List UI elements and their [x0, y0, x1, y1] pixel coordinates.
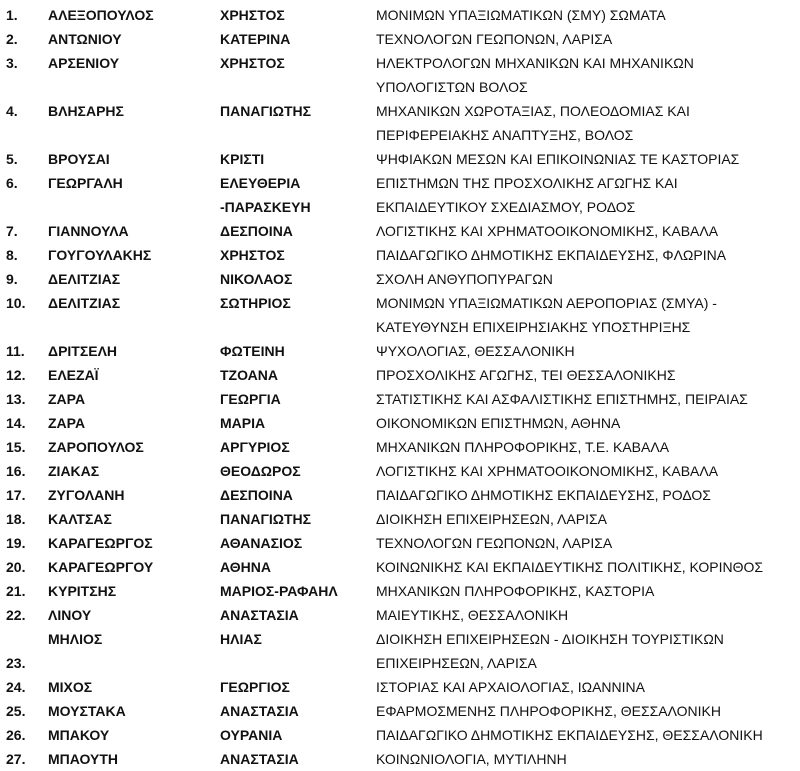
school-line: ΤΕΧΝΟΛΟΓΩΝ ΓΕΩΠΟΝΩΝ, ΛΑΡΙΣΑ — [376, 535, 613, 551]
school-line: ΠΑΙΔΑΓΩΓΙΚΟ ΔΗΜΟΤΙΚΗΣ ΕΚΠΑΙΔΕΥΣΗΣ, ΡΟΔΟΣ — [376, 487, 711, 503]
school-department — [376, 675, 796, 699]
entry-number: 12. — [6, 367, 26, 383]
surname: ΖΥΓΟΛΑΝΗ — [48, 487, 125, 503]
school-line: ΛΟΓΙΣΤΙΚΗΣ ΚΑΙ ΧΡΗΜΑΤΟΟΙΚΟΝΟΜΙΚΗΣ, ΚΑΒΑΛΑ — [376, 223, 719, 239]
school-department — [376, 579, 796, 603]
first-name-line: ΟΥΡΑΝΙΑ — [220, 727, 283, 743]
first-name — [220, 267, 292, 291]
school-department — [376, 339, 796, 363]
first-name-line: ΓΕΩΡΓΙΑ — [220, 391, 281, 407]
school-line: ΣΤΑΤΙΣΤΙΚΗΣ ΚΑΙ ΑΣΦΑΛΙΣΤΙΚΗΣ ΕΠΙΣΤΗΜΗΣ, ΠΕΙΡΑΙΑΣ — [376, 391, 748, 407]
school-line: ΚΟΙΝΩΝΙΚΗΣ ΚΑΙ ΕΚΠΑΙΔΕΥΤΙΚΗΣ ΠΟΛΙΤΙΚΗΣ, ΚΟΡΙΝΘΟΣ — [376, 559, 764, 575]
first-name — [220, 555, 271, 579]
first-name — [220, 579, 338, 603]
first-name — [220, 147, 264, 171]
school-line: ΜΗΧΑΝΙΚΩΝ ΠΛΗΡΟΦΟΡΙΚΗΣ, ΚΑΣΤΟΡΙΑ — [376, 583, 655, 599]
surname: ΜΟΥΣΤΑΚΑ — [48, 703, 126, 719]
first-name — [220, 675, 290, 699]
school-line: ΚΑΤΕΥΘΥΝΣΗ ΕΠΙΧΕΙΡΗΣΙΑΚΗΣ ΥΠΟΣΤΗΡΙΞΗΣ — [376, 319, 691, 335]
first-name — [220, 507, 311, 531]
surname: ΛΙΝΟΥ — [48, 607, 92, 623]
school-department — [376, 387, 796, 411]
school-line: ΥΠΟΛΟΓΙΣΤΩΝ ΒΟΛΟΣ — [376, 79, 528, 95]
first-name-line: ΠΑΝΑΓΙΩΤΗΣ — [220, 103, 312, 119]
entry-number: 25. — [6, 703, 26, 719]
first-name-line: -ΠΑΡΑΣΚΕΥΗ — [220, 199, 311, 215]
school-line: ΠΑΙΔΑΓΩΓΙΚΟ ΔΗΜΟΤΙΚΗΣ ΕΚΠΑΙΔΕΥΣΗΣ, ΦΛΩΡΙΝΑ — [376, 247, 727, 263]
entry-number: 27. — [6, 751, 26, 767]
first-name-line: ΧΡΗΣΤΟΣ — [220, 55, 285, 71]
first-name-line: ΜΑΡΙΑ — [220, 415, 266, 431]
entry-number: 11. — [6, 343, 25, 359]
surname: ΓΕΩΡΓΑΛΗ — [48, 175, 123, 191]
surname: ΑΛΕΞΟΠΟΥΛΟΣ — [48, 7, 154, 23]
first-name — [220, 3, 285, 27]
school-line: ΙΣΤΟΡΙΑΣ ΚΑΙ ΑΡΧΑΙΟΛΟΓΙΑΣ, ΙΩΑΝΝΙΝΑ — [376, 679, 645, 695]
school-line: ΜΟΝΙΜΩΝ ΥΠΑΞΙΩΜΑΤΙΚΩΝ ΑΕΡΟΠΟΡΙΑΣ (ΣΜΥΑ) - — [376, 295, 717, 311]
first-name-line: ΑΘΗΝΑ — [220, 559, 271, 575]
entry-number: 19. — [6, 535, 26, 551]
school-department — [376, 627, 796, 675]
surname: ΔΕΛΙΤΖΙΑΣ — [48, 295, 121, 311]
school-line: ΜΑΙΕΥΤΙΚΗΣ, ΘΕΣΣΑΛΟΝΙΚΗ — [376, 607, 569, 623]
entry-number: 6. — [6, 175, 18, 191]
surname: ΒΛΗΣΑΡΗΣ — [48, 103, 124, 119]
first-name — [220, 51, 285, 75]
first-name-line: ΓΕΩΡΓΙΟΣ — [220, 679, 290, 695]
entry-number: 2. — [6, 31, 18, 47]
school-department — [376, 483, 796, 507]
surname: ΚΑΡΑΓΕΩΡΓΟΣ — [48, 535, 153, 551]
school-line: ΕΚΠΑΙΔΕΥΤΙΚΟΥ ΣΧΕΔΙΑΣΜΟΥ, ΡΟΔΟΣ — [376, 199, 636, 215]
entry-number: 18. — [6, 511, 26, 527]
school-line: ΟΙΚΟΝΟΜΙΚΩΝ ΕΠΙΣΤΗΜΩΝ, ΑΘΗΝΑ — [376, 415, 621, 431]
surname: ΓΟΥΓΟΥΛΑΚΗΣ — [48, 247, 152, 263]
first-name-line: ΘΕΟΔΩΡΟΣ — [220, 463, 301, 479]
school-department — [376, 747, 796, 771]
school-department — [376, 243, 796, 267]
school-department — [376, 531, 796, 555]
surname: ΑΡΣΕΝΙΟΥ — [48, 55, 120, 71]
school-line: ΛΟΓΙΣΤΙΚΗΣ ΚΑΙ ΧΡΗΜΑΤΟΟΙΚΟΝΟΜΙΚΗΣ, ΚΑΒΑΛΑ — [376, 463, 719, 479]
entry-number: 14. — [6, 415, 26, 431]
school-line: ΕΦΑΡΜΟΣΜΕΝΗΣ ΠΛΗΡΟΦΟΡΙΚΗΣ, ΘΕΣΣΑΛΟΝΙΚΗ — [376, 703, 721, 719]
school-department — [376, 459, 796, 483]
first-name-line: ΑΝΑΣΤΑΣΙΑ — [220, 703, 299, 719]
first-name — [220, 699, 299, 723]
school-line: ΠΑΙΔΑΓΩΓΙΚΟ ΔΗΜΟΤΙΚΗΣ ΕΚΠΑΙΔΕΥΣΗΣ, ΘΕΣΣΑΛΟΝΙΚΗ — [376, 727, 763, 743]
entry-number: 22. — [6, 607, 26, 623]
entry-number: 9. — [6, 271, 18, 287]
first-name — [220, 459, 301, 483]
school-department — [376, 219, 796, 243]
first-name — [220, 483, 293, 507]
school-department — [376, 435, 796, 459]
surname: ΚΑΛΤΣΑΣ — [48, 511, 112, 527]
surname: ΖΑΡΑ — [48, 415, 86, 431]
first-name-line: ΑΝΑΣΤΑΣΙΑ — [220, 607, 299, 623]
first-name — [220, 603, 299, 627]
first-name — [220, 723, 282, 747]
first-name — [220, 627, 262, 651]
school-department — [376, 3, 796, 27]
entry-number: 20. — [6, 559, 26, 575]
school-department — [376, 267, 796, 291]
first-name — [220, 171, 311, 219]
school-department — [376, 603, 796, 627]
school-department — [376, 723, 796, 747]
entry-number: 10. — [6, 295, 26, 311]
first-name — [220, 243, 285, 267]
entry-number: 17. — [6, 487, 26, 503]
entry-number: 24. — [6, 679, 26, 695]
surname: ΓΙΑΝΝΟΥΛΑ — [48, 223, 129, 239]
entry-number: 23. — [6, 655, 26, 671]
surname: ΚΥΡΙΤΣΗΣ — [48, 583, 117, 599]
school-line: ΜΗΧΑΝΙΚΩΝ ΠΛΗΡΟΦΟΡΙΚΗΣ, Τ.Ε. ΚΑΒΑΛΑ — [376, 439, 670, 455]
entry-number: 13. — [6, 391, 26, 407]
first-name-line: ΧΡΗΣΤΟΣ — [220, 247, 285, 263]
entry-number: 7. — [6, 223, 18, 239]
surname: ΖΑΡΑ — [48, 391, 86, 407]
school-line: ΜΗΧΑΝΙΚΩΝ ΧΩΡΟΤΑΞΙΑΣ, ΠΟΛΕΟΔΟΜΙΑΣ ΚΑΙ — [376, 103, 690, 119]
first-name — [220, 747, 299, 771]
entry-number: 8. — [6, 247, 18, 263]
first-name-line: ΜΑΡΙΟΣ-ΡΑΦΑΗΛ — [220, 583, 338, 599]
school-line: ΚΟΙΝΩΝΙΟΛΟΓΙΑ, ΜΥΤΙΛΗΝΗ — [376, 751, 567, 767]
first-name-line: ΗΛΙΑΣ — [220, 631, 262, 647]
surname: ΜΗΛΙΟΣ — [48, 631, 103, 647]
school-line: ΠΕΡΙΦΕΡΕΙΑΚΗΣ ΑΝΑΠΤΥΞΗΣ, ΒΟΛΟΣ — [376, 127, 634, 143]
first-name — [220, 99, 311, 123]
entry-number: 4. — [6, 103, 18, 119]
first-name-line: ΣΩΤΗΡΙΟΣ — [220, 295, 291, 311]
school-line: ΠΡΟΣΧΟΛΙΚΗΣ ΑΓΩΓΗΣ, ΤΕΙ ΘΕΣΣΑΛΟΝΙΚΗΣ — [376, 367, 676, 383]
first-name-line: ΑΘΑΝΑΣΙΟΣ — [220, 535, 303, 551]
first-name — [220, 411, 265, 435]
school-department — [376, 411, 796, 435]
first-name — [220, 387, 281, 411]
first-name-line: ΑΡΓΥΡΙΟΣ — [220, 439, 290, 455]
school-line: ΔΙΟΙΚΗΣΗ ΕΠΙΧΕΙΡΗΣΕΩΝ - ΔΙΟΙΚΗΣΗ ΤΟΥΡΙΣΤΙΚΩΝ — [376, 631, 724, 647]
school-line: ΕΠΙΣΤΗΜΩΝ ΤΗΣ ΠΡΟΣΧΟΛΙΚΗΣ ΑΓΩΓΗΣ ΚΑΙ — [376, 175, 678, 191]
school-department — [376, 99, 796, 147]
surname: ΔΡΙΤΣΕΛΗ — [48, 343, 118, 359]
first-name — [220, 291, 291, 315]
school-department — [376, 147, 796, 171]
first-name-line: ΚΑΤΕΡΙΝΑ — [220, 31, 291, 47]
surname: ΖΙΑΚΑΣ — [48, 463, 100, 479]
school-line: ΜΟΝΙΜΩΝ ΥΠΑΞΙΩΜΑΤΙΚΩΝ (ΣΜΥ) ΣΩΜΑΤΑ — [376, 7, 666, 23]
first-name — [220, 363, 278, 387]
first-name-line: ΤΖΟΑΝΑ — [220, 367, 278, 383]
surname: ΖΑΡΟΠΟΥΛΟΣ — [48, 439, 144, 455]
first-name — [220, 531, 302, 555]
surname: ΔΕΛΙΤΖΙΑΣ — [48, 271, 121, 287]
school-line: ΤΕΧΝΟΛΟΓΩΝ ΓΕΩΠΟΝΩΝ, ΛΑΡΙΣΑ — [376, 31, 613, 47]
first-name — [220, 435, 290, 459]
first-name-line: ΧΡΗΣΤΟΣ — [220, 7, 285, 23]
entry-number: 21. — [6, 583, 26, 599]
surname: ΜΠΑΚΟΥ — [48, 727, 110, 743]
school-line: ΨΥΧΟΛΟΓΙΑΣ, ΘΕΣΣΑΛΟΝΙΚΗ — [376, 343, 575, 359]
surname: ΕΛΕΖΑΪ — [48, 367, 99, 383]
surname: ΚΑΡΑΓΕΩΡΓΟΥ — [48, 559, 154, 575]
school-department — [376, 51, 796, 99]
first-name-line: ΕΛΕΥΘΕΡΙΑ — [220, 175, 301, 191]
school-department — [376, 507, 796, 531]
first-name-line: ΔΕΣΠΟΙΝΑ — [220, 487, 293, 503]
entry-number: 3. — [6, 55, 18, 71]
surname: ΑΝΤΩΝΙΟΥ — [48, 31, 122, 47]
first-name-line: ΚΡΙΣΤΙ — [220, 151, 265, 167]
school-line: ΗΛΕΚΤΡΟΛΟΓΩΝ ΜΗΧΑΝΙΚΩΝ ΚΑΙ ΜΗΧΑΝΙΚΩΝ — [376, 55, 694, 71]
first-name-line: ΝΙΚΟΛΑΟΣ — [220, 271, 293, 287]
school-line: ΕΠΙΧΕΙΡΗΣΕΩΝ, ΛΑΡΙΣΑ — [376, 655, 537, 671]
school-department — [376, 27, 796, 51]
surname: ΜΠΑΟΥΤΗ — [48, 751, 119, 767]
first-name — [220, 27, 290, 51]
school-department — [376, 291, 796, 339]
first-name — [220, 219, 293, 243]
school-department — [376, 171, 796, 219]
first-name — [220, 339, 285, 363]
entry-number: 1. — [6, 7, 18, 23]
surname: ΜΙΧΟΣ — [48, 679, 93, 695]
school-line: ΣΧΟΛΗ ΑΝΘΥΠΟΠΥΡΑΓΩΝ — [376, 271, 553, 287]
school-department — [376, 555, 796, 579]
school-department — [376, 363, 796, 387]
first-name-line: ΑΝΑΣΤΑΣΙΑ — [220, 751, 299, 767]
school-line: ΨΗΦΙΑΚΩΝ ΜΕΣΩΝ ΚΑΙ ΕΠΙΚΟΙΝΩΝΙΑΣ ΤΕ ΚΑΣΤΟΡΙΑΣ — [376, 151, 740, 167]
entry-number: 16. — [6, 463, 26, 479]
entry-number: 26. — [6, 727, 26, 743]
first-name-line: ΠΑΝΑΓΙΩΤΗΣ — [220, 511, 312, 527]
surname: ΒΡΟΥΣΑΙ — [48, 151, 110, 167]
school-department — [376, 699, 796, 723]
entry-number: 5. — [6, 151, 18, 167]
first-name-line: ΦΩΤΕΙΝΗ — [220, 343, 285, 359]
first-name-line: ΔΕΣΠΟΙΝΑ — [220, 223, 293, 239]
entry-number: 15. — [6, 439, 26, 455]
school-line: ΔΙΟΙΚΗΣΗ ΕΠΙΧΕΙΡΗΣΕΩΝ, ΛΑΡΙΣΑ — [376, 511, 607, 527]
